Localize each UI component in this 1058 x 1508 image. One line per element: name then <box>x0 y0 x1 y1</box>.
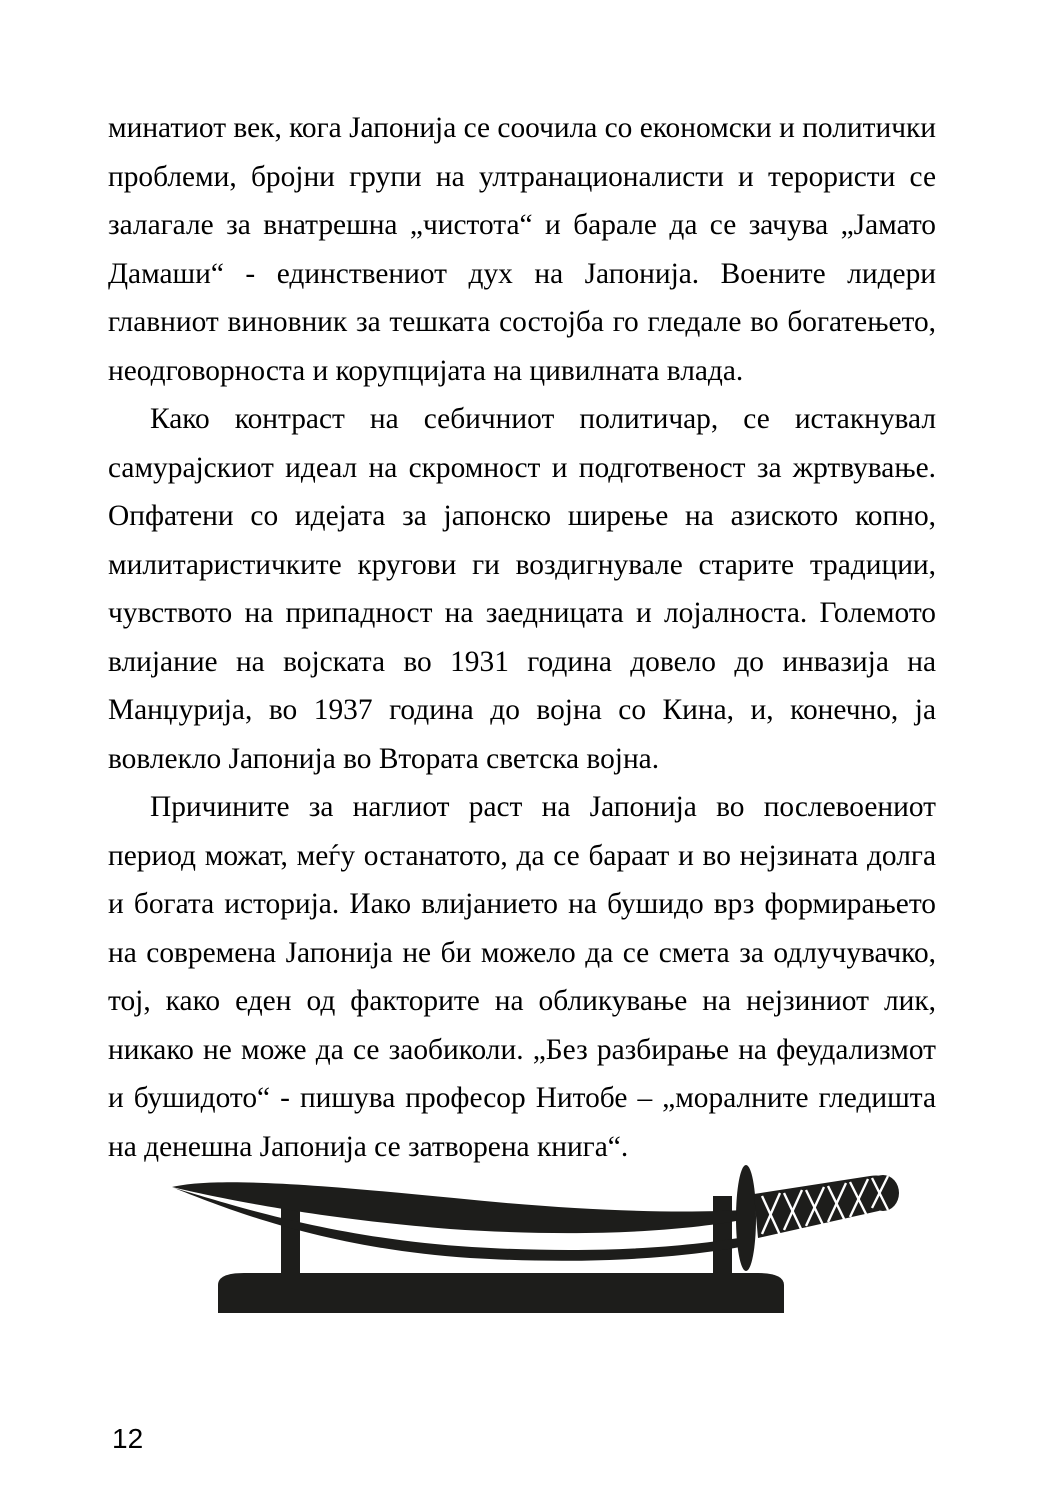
katana-tsuba <box>736 1165 756 1271</box>
katana-on-stand-icon <box>150 1098 910 1338</box>
paragraph-3: Причините за наглиот раст на Јапонија во послевоениот период можат, меѓу останатото, да се бараат и во нејзината долга и богата историја. Иако влијанието на бушидо врз формирањето на современа Јапонија не би можело да се смета за одлучувачко, тој, како еден од факторите на обликување на нејзиниот лик, никако не може да се заобиколи. „Без разбирање на феудализмот и бушидото“ - пишува професор Нитобе – „моралните гледишта на денешна Јапонија се затворена книга“. <box>108 791 936 1163</box>
paragraph-2: Како контраст на себичниот политичар, се истакнувал самурајскиот идеал на скромност и подготвеност за жртвување. Опфатени со идејата за јапонско ширење на азиското копно, милитаристичките кругови ги воздигнувале старите традиции, чувството на припадност на заедницата и лојалноста. Големото влијание на војската во 1931 година довело до инвазија на Манџурија, во 1937 година до војна со Кина, и, конечно, ја вовлекло Јапонија во Втората светска војна. <box>108 403 936 775</box>
paragraph-1: минатиот век, кога Јапонија се соочила со економски и политички проблеми, бројни групи на ултранационалисти и терористи се залагале за внатрешна „чистота“ и барале да се зачува „Јамато Дамаши“ - единствениот дух на Јапонија. Воените лидери главниот виновник за тешката состојба го гледале во богатењето, неодговорноста и корупцијата на цивилната влада. <box>108 112 936 387</box>
katana-illustration <box>150 1098 910 1338</box>
stand-base <box>218 1273 784 1313</box>
katana-pommel <box>867 1175 899 1211</box>
body-text <box>108 104 936 1171</box>
page-number: 12 <box>112 1423 144 1454</box>
katana-blade <box>172 1182 744 1233</box>
